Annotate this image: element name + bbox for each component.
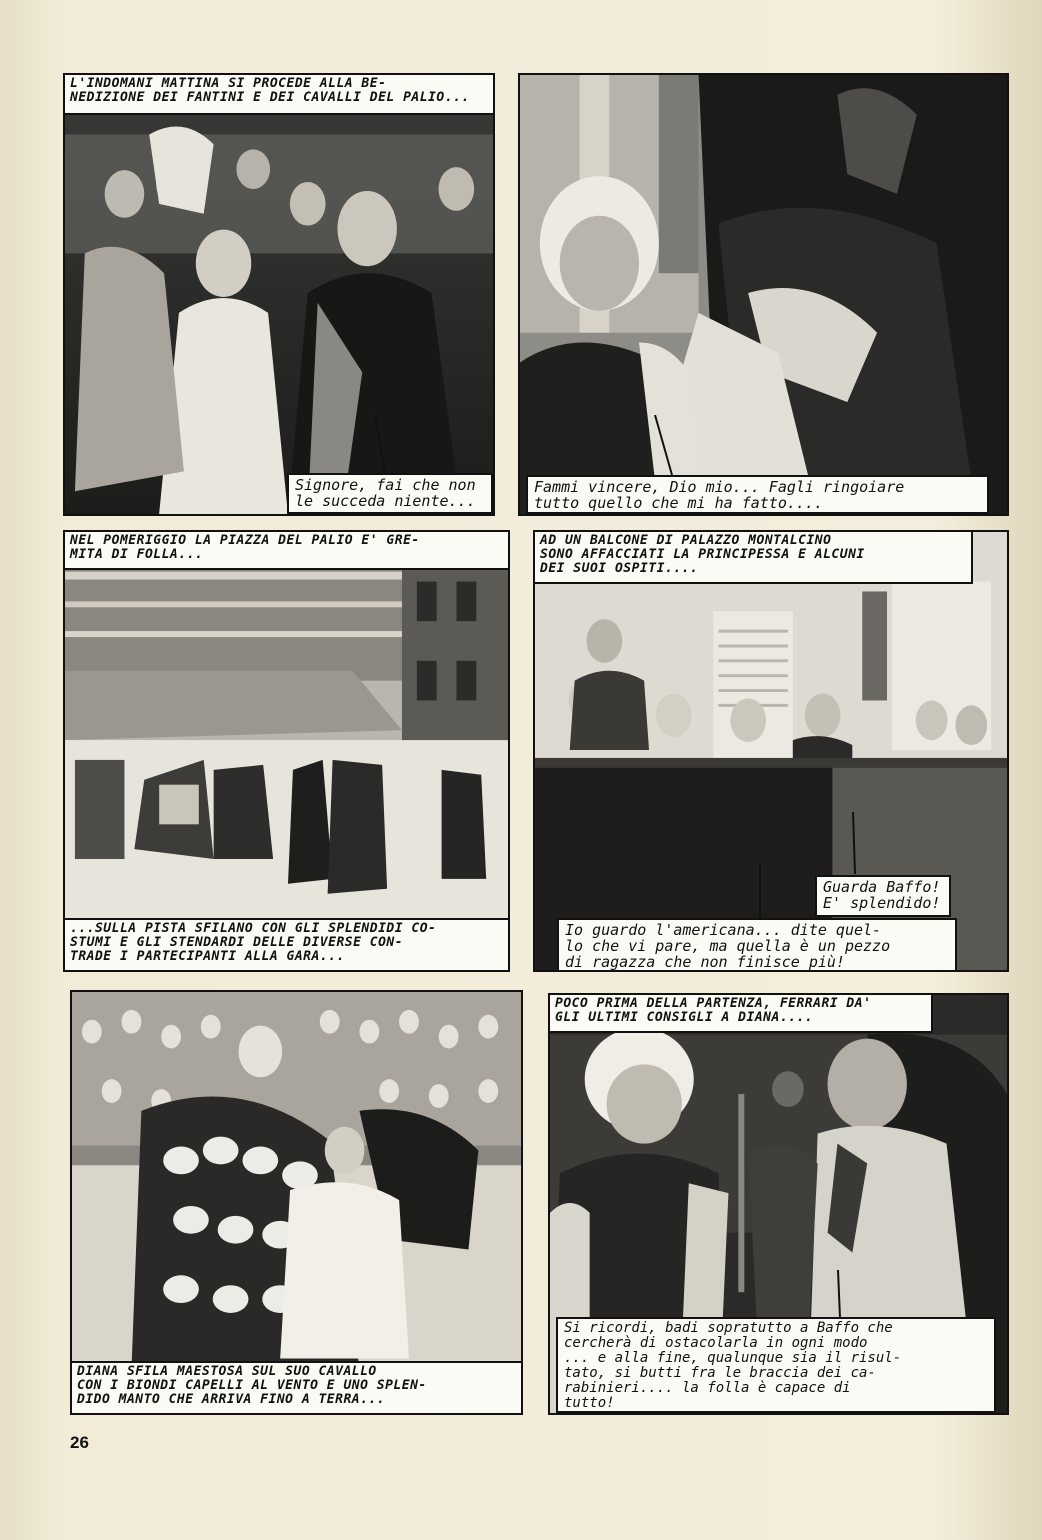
panel-2-speech: Fammi vincere, Dio mio... Fagli ringoiare tutto quello che mi ha fatto.... [526,475,989,514]
panel-3 [63,530,510,972]
panel-6 [548,993,1009,1415]
panel-5 [70,990,523,1415]
panel-6-speech-tail [830,1270,850,1320]
panel-4-caption: AD UN BALCONE DI PALAZZO MONTALCINO SONO AFFACCIATI LA PRINCIPESSA E ALCUNI DEI SUOI OSPITI.... [533,530,973,584]
panel-5-caption: DIANA SFILA MAESTOSA SUL SUO CAVALLO CON I BIONDI CAPELLI AL VENTO E UNO SPLEN- DIDO MANTO CHE ARRIVA FINO A TERRA... [70,1361,523,1415]
panel-4-speech-2: Io guardo l'americana... dite quel- lo che vi pare, ma quella è un pezzo di ragazza che non finisce più! [557,918,957,972]
panel-2 [518,73,1009,516]
panel-2-speech-tail [650,415,680,477]
panel-3-caption: NEL POMERIGGIO LA PIAZZA DEL PALIO E' GRE- MITA DI FOLLA... [63,530,510,570]
panel-1 [63,73,495,516]
panel-6-speech: Si ricordi, badi sopratutto a Baffo che cercherà di ostacolarla in ogni modo ... e alla fine, qualunque sia il risul- tato, si butti fra le braccia dei ca- rabinieri.... la folla è capace di tutto! [556,1317,996,1413]
panel-3-caption-bottom: ...SULLA PISTA SFILANO CON GLI SPLENDIDI CO- STUMI E GLI STENDARDI DELLE DIVERSE CON- TRADE I PARTECIPANTI ALLA GARA... [63,918,510,972]
panel-4 [533,530,1009,972]
panel-6-caption: POCO PRIMA DELLA PARTENZA, FERRARI DA' GLI ULTIMI CONSIGLI A DIANA.... [548,993,933,1033]
panel-2-photo [520,75,1007,514]
panel-4-speech-2-tail [750,862,770,920]
panel-1-caption: L'INDOMANI MATTINA SI PROCEDE ALLA BE- NEDIZIONE DEI FANTINI E DEI CAVALLI DEL PALIO... [63,73,495,115]
panel-1-speech-tail [365,415,395,475]
panel-1-photo [65,75,493,514]
page-number: 26 [70,1433,89,1452]
panel-1-speech: Signore, fai che non le succeda niente... [287,473,493,514]
panel-4-speech-1-tail [845,812,865,876]
panel-4-speech-1: Guarda Baffo! E' splendido! [815,875,951,917]
panel-3-photo [65,532,508,970]
panel-5-photo [72,992,521,1413]
